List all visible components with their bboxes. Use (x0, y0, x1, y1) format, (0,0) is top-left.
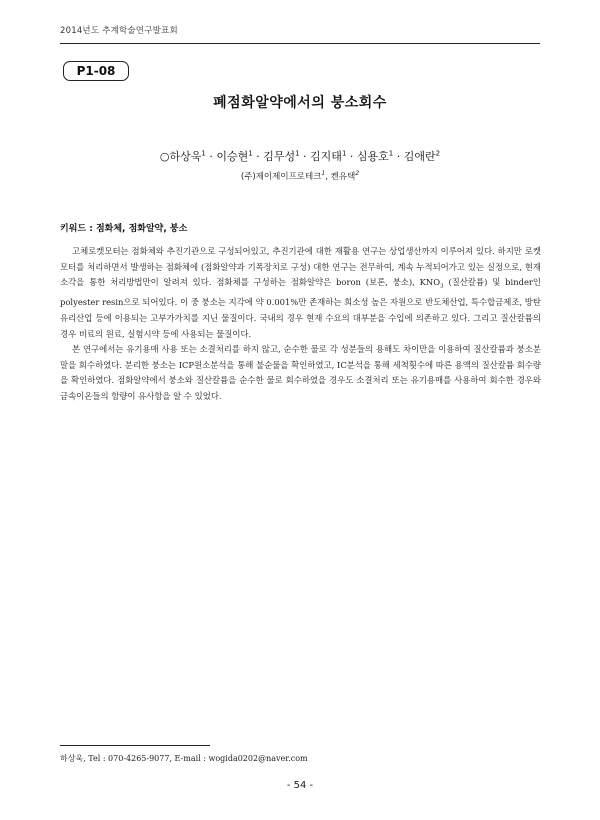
affiliation-mark: 2 (355, 170, 360, 178)
author-separator: · (299, 150, 311, 163)
author-separator: · (346, 150, 357, 163)
paper-id-badge: P1-08 (63, 61, 129, 81)
page-number: - 54 - (286, 780, 314, 791)
author-name: ○하상욱 (159, 150, 202, 163)
author-separator: · (205, 150, 217, 163)
author-affil-mark: 1 (295, 149, 300, 158)
author-name: 이승현 (216, 150, 249, 163)
header-divider (60, 43, 540, 44)
conference-header: 2014년도 추계학술연구발표회 (60, 26, 178, 36)
author-affil-mark: 2 (435, 149, 441, 158)
footnote-contact: 하상욱, Tel : 070-4265-9077, E-mail : wogida0202@naver.com (60, 754, 308, 763)
author-separator: · (252, 150, 264, 163)
paragraph-text: (질산칼륨) 및 binder인 polyester resin으로 되어있다. 이 중 붕소는 지각에 약 0.001%만 존재하는 희소성 높은 자원으로 반도체산업, 특수합금제조, 방탄유리산업 등에 이용되는 고부가가치를 지닌 물질이다. 국내의 경우 현재 수요의 대부분을 수입에 의존하고 있다. 그리고 질산칼륨의 경우 비료의 원료, 실험시약 등에 사용되는 물질이다. (60, 277, 541, 339)
author-affil-mark: 1 (201, 149, 206, 158)
author-name: 심용호 (356, 150, 389, 163)
affiliation-mark: 1 (321, 170, 326, 178)
author-name: 김애란 (403, 150, 436, 163)
affiliation-name: , 켄유택 (325, 172, 356, 182)
affiliation-name: (주)제이제이프로테크 (240, 172, 322, 182)
footnote-divider (60, 745, 210, 746)
keywords-value: 점화체, 점화알약, 붕소 (95, 224, 188, 234)
author-name: 김무성 (263, 150, 296, 163)
body-paragraph (60, 244, 541, 342)
affiliation-line (0, 170, 600, 182)
author-affil-mark: 1 (388, 149, 394, 158)
author-separator: · (393, 150, 404, 163)
keywords-line (60, 221, 187, 234)
author-affil-mark: 1 (341, 149, 347, 158)
author-name: 김지태 (310, 150, 342, 163)
author-affil-mark: 1 (248, 149, 253, 158)
paper-title: 폐점화알약에서의 붕소회수 (213, 95, 387, 111)
subscript: 3 (440, 283, 444, 290)
keywords-label: 키워드 : (60, 224, 96, 234)
abstract-body (60, 244, 541, 405)
paragraph-text: 고체로켓모터는 점화체와 추진기관으로 구성되어있고, 추진기관에 대한 재활용 연구는 상업생산까지 이루어져 있다. 하지만 로켓모터를 처리하면서 발생하는 점화체에 (점화알약과 기폭장치로 구성) 대한 연구는 전무하여, 계속 누적되어가고 있는 실정으로, 현재 소각을 통한 처리방법만이 알려져 있다. 점화체를 구성하는 점화알약은 boron (보론, 붕소), KNO (60, 246, 541, 288)
body-paragraph: 본 연구에서는 유기용매 사용 또는 소결처리를 하지 않고, 순수한 물로 각 성분들의 용해도 차이만을 이용하여 질산칼륨과 붕소분말을 회수하였다. 분리한 붕소는 ICP원소분석을 통해 불순물을 확인하였고, IC분석을 통해 세척횟수에 따른 용액의 질산칼륨 회수량을 확인하였다. 점화알약에서 붕소와 질산칼륨을 순수한 물로 회수하였을 경우도 소결처리 또는 유기용매를 사용하여 회수한 경우와 금속이온들의 함량이 유사함을 알 수 있었다. (60, 344, 541, 402)
author-list (0, 148, 600, 164)
